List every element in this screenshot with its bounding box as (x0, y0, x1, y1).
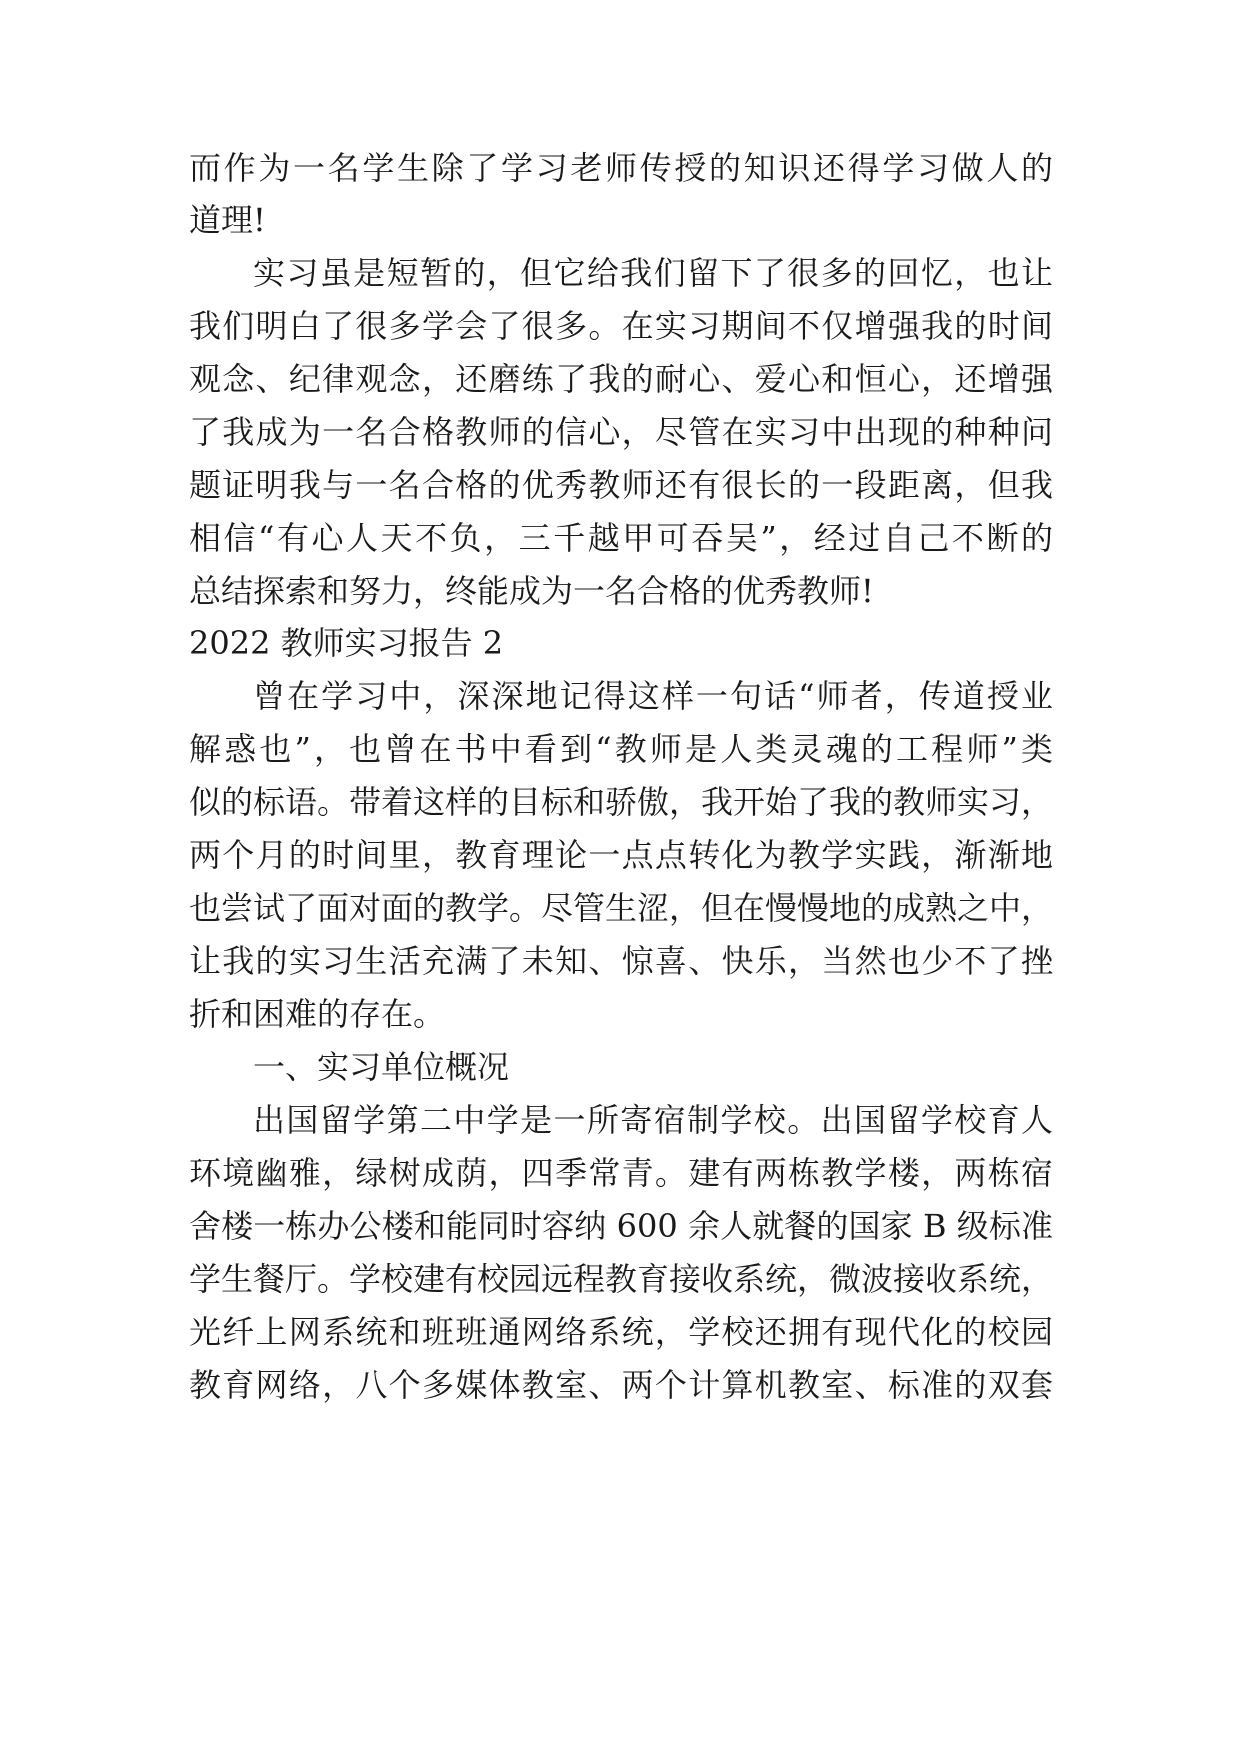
paragraph-line: 了我成为一名合格教师的信心，尽管在实习中出现的种种问 (189, 413, 1053, 451)
paragraph-line: 出国留学第二中学是一所寄宿制学校。出国留学校育人 (253, 1101, 1053, 1139)
paragraph-line: 相信“有心人天不负，三千越甲可吞吴”，经过自己不断的 (189, 519, 1053, 557)
paragraph-line: 实习虽是短暂的，但它给我们留下了很多的回忆，也让 (253, 254, 1053, 292)
paragraph-line: 让我的实习生活充满了未知、惊喜、快乐，当然也少不了挫 (189, 942, 1053, 980)
paragraph-line: 折和困难的存在。 (189, 995, 446, 1033)
paragraph-line: 道理! (189, 201, 266, 239)
paragraph-line: 光纤上网系统和班班通网络系统，学校还拥有现代化的校园 (189, 1313, 1053, 1351)
paragraph-line: 题证明我与一名合格的优秀教师还有很长的一段距离，但我 (189, 466, 1053, 504)
paragraph-line: 似的标语。带着这样的目标和骄傲，我开始了我的教师实习， (189, 783, 1054, 821)
paragraph-line: 教育网络，八个多媒体教室、两个计算机教室、标准的双套 (189, 1366, 1053, 1404)
paragraph-line: 观念、纪律观念，还磨练了我的耐心、爱心和恒心，还增强 (189, 360, 1053, 398)
paragraph-line: 两个月的时间里，教育理论一点点转化为教学实践，渐渐地 (189, 836, 1053, 874)
paragraph-line: 解惑也”，也曾在书中看到“教师是人类灵魂的工程师”类 (189, 730, 1053, 768)
paragraph-line: 总结探索和努力，终能成为一名合格的优秀教师! (189, 572, 874, 610)
section-heading: 2022 教师实习报告 2 (189, 624, 504, 662)
paragraph-line: 舍楼一栋办公楼和能同时容纳 600 余人就餐的国家 B 级标准 (189, 1207, 1053, 1245)
subsection-heading: 一、实习单位概况 (253, 1048, 510, 1086)
paragraph-line: 环境幽雅，绿树成荫，四季常青。建有两栋教学楼，两栋宿 (189, 1154, 1053, 1192)
paragraph-line: 学生餐厅。学校建有校园远程教育接收系统，微波接收系统， (189, 1260, 1054, 1298)
paragraph-line: 而作为一名学生除了学习老师传授的知识还得学习做人的 (189, 149, 1053, 187)
paragraph-line: 也尝试了面对面的教学。尽管生涩，但在慢慢地的成熟之中， (189, 889, 1054, 927)
paragraph-line: 曾在学习中，深深地记得这样一句话“师者，传道授业 (253, 677, 1053, 715)
paragraph-line: 我们明白了很多学会了很多。在实习期间不仅增强我的时间 (189, 307, 1053, 345)
